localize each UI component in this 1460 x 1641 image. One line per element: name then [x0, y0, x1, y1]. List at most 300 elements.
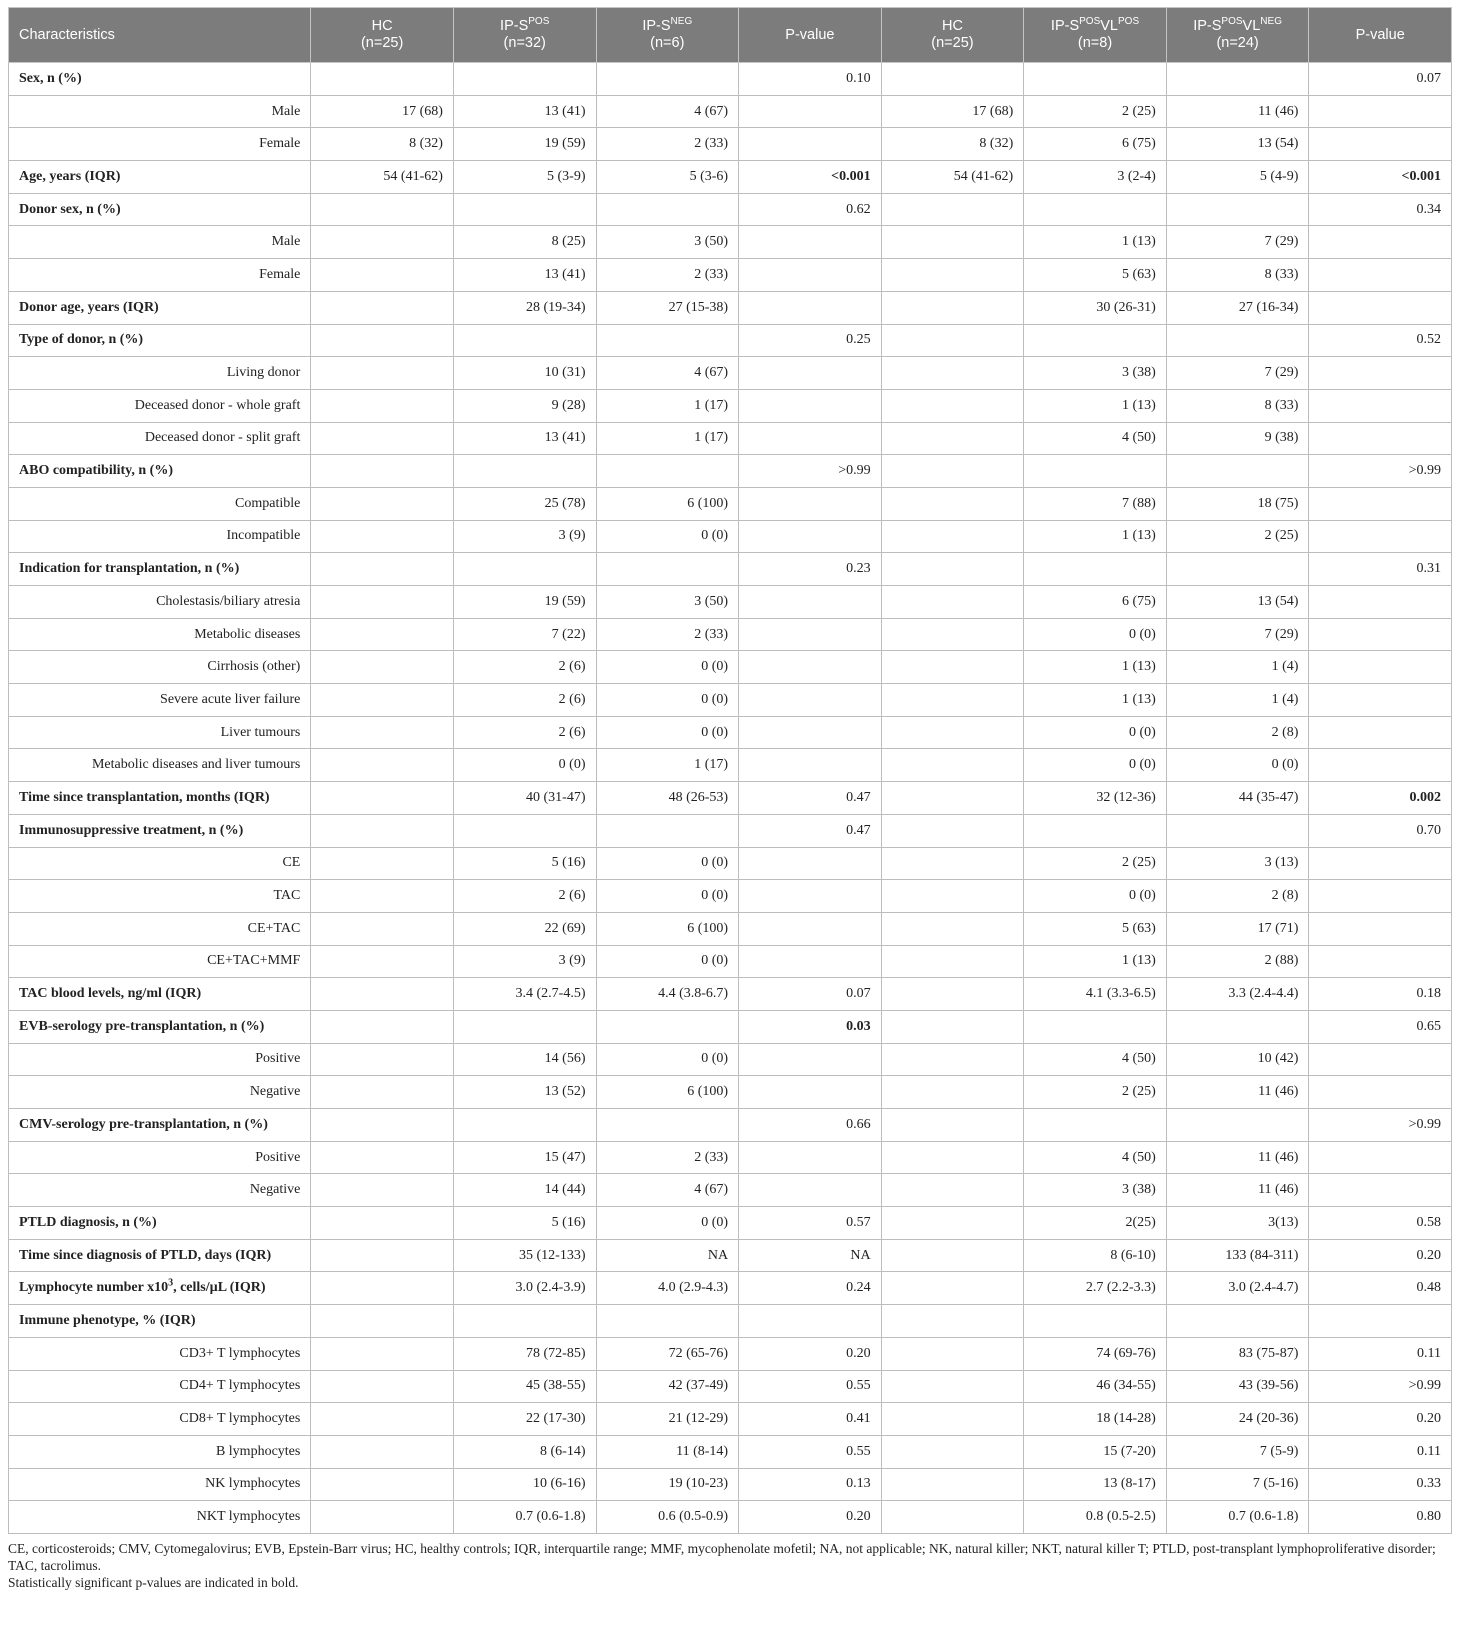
- table-row: [9, 912, 1452, 945]
- cell-vlneg: 1 (4): [1166, 651, 1309, 684]
- row-label-text: Sex, n (%): [19, 70, 82, 86]
- cell-ipsneg: 4.0 (2.9-4.3): [596, 1272, 739, 1305]
- cell-vlneg: 13 (54): [1166, 586, 1309, 619]
- row-label: [9, 1109, 311, 1142]
- cell-ipspos: 25 (78): [453, 487, 596, 520]
- cell-hc2: [881, 880, 1024, 913]
- cell-p2: 0.18: [1309, 978, 1452, 1011]
- table-row: [9, 1370, 1452, 1403]
- cell-ipsneg: 6 (100): [596, 912, 739, 945]
- header-ips-pos-group: IP-S: [500, 18, 529, 34]
- cell-vlneg: 44 (35-47): [1166, 782, 1309, 815]
- cell-ipspos: [453, 1010, 596, 1043]
- row-label-text: PTLD diagnosis, n (%): [19, 1214, 157, 1230]
- cell-hc2: [881, 487, 1024, 520]
- cell-p1: >0.99: [739, 455, 882, 488]
- cell-ipsneg: [596, 1305, 739, 1338]
- row-label-text: CD8+ T lymphocytes: [179, 1411, 301, 1427]
- cell-ipspos: [453, 1305, 596, 1338]
- table-row: [9, 1207, 1452, 1240]
- cell-hc2: [881, 357, 1024, 390]
- cell-hc1: [311, 324, 454, 357]
- cell-p2: [1309, 422, 1452, 455]
- cell-hc2: 54 (41-62): [881, 161, 1024, 194]
- row-label: [9, 651, 311, 684]
- cell-vlpos: 2 (25): [1024, 1076, 1167, 1109]
- cell-hc2: [881, 912, 1024, 945]
- cell-p1: 0.41: [739, 1403, 882, 1436]
- row-label: [9, 553, 311, 586]
- cell-p2: [1309, 95, 1452, 128]
- table-row: [9, 161, 1452, 194]
- cell-hc1: [311, 422, 454, 455]
- row-label: [9, 912, 311, 945]
- cell-p2: [1309, 847, 1452, 880]
- row-label-text: Time since transplantation, months (IQR): [19, 789, 270, 805]
- cell-p1: [739, 1141, 882, 1174]
- table-row: [9, 814, 1452, 847]
- cell-vlpos: 2 (25): [1024, 847, 1167, 880]
- cell-hc2: [881, 651, 1024, 684]
- cell-hc1: [311, 684, 454, 717]
- cell-p1: [739, 684, 882, 717]
- cell-hc2: [881, 1043, 1024, 1076]
- header-hc-1-n: (n=25): [360, 35, 404, 51]
- cell-hc1: [311, 945, 454, 978]
- cell-vlneg: 11 (46): [1166, 95, 1309, 128]
- row-label: [9, 1305, 311, 1338]
- table-row: [9, 357, 1452, 390]
- row-label-text: Liver tumours: [220, 724, 301, 740]
- cell-vlpos: 4 (50): [1024, 422, 1167, 455]
- cell-ipspos: 14 (56): [453, 1043, 596, 1076]
- cell-p1: [739, 128, 882, 161]
- cell-vlneg: 2 (8): [1166, 880, 1309, 913]
- table-row: [9, 1010, 1452, 1043]
- cell-ipspos: 40 (31-47): [453, 782, 596, 815]
- cell-hc1: [311, 1076, 454, 1109]
- cell-vlneg: 3.0 (2.4-4.7): [1166, 1272, 1309, 1305]
- row-label: [9, 1403, 311, 1436]
- cell-hc2: [881, 1141, 1024, 1174]
- cell-p2: [1309, 357, 1452, 390]
- table-row: [9, 782, 1452, 815]
- table-row: [9, 422, 1452, 455]
- row-label: [9, 1435, 311, 1468]
- cell-p1: [739, 847, 882, 880]
- cell-ipspos: 2 (6): [453, 716, 596, 749]
- cell-vlneg: 5 (4-9): [1166, 161, 1309, 194]
- row-label: [9, 782, 311, 815]
- cell-p1: 0.57: [739, 1207, 882, 1240]
- row-label-text: Incompatible: [226, 528, 301, 544]
- cell-vlpos: 30 (26-31): [1024, 291, 1167, 324]
- table-row: [9, 716, 1452, 749]
- cell-ipsneg: 27 (15-38): [596, 291, 739, 324]
- table-row: [9, 1174, 1452, 1207]
- cell-p1: 0.13: [739, 1468, 882, 1501]
- table-row: [9, 520, 1452, 553]
- row-label-text: Female: [259, 266, 301, 282]
- row-label: [9, 1468, 311, 1501]
- row-label-text: ABO compatibility, n (%): [19, 463, 174, 479]
- cell-hc1: [311, 1337, 454, 1370]
- cell-hc2: [881, 389, 1024, 422]
- cell-ipsneg: 0 (0): [596, 880, 739, 913]
- row-label-text: Male: [271, 103, 301, 119]
- cell-vlpos: 0 (0): [1024, 749, 1167, 782]
- cell-hc1: [311, 912, 454, 945]
- cell-p1: [739, 945, 882, 978]
- cell-ipspos: 13 (41): [453, 422, 596, 455]
- row-label-text: Age, years (IQR): [19, 168, 121, 184]
- table-row: [9, 259, 1452, 292]
- cell-ipsneg: [596, 814, 739, 847]
- cell-hc2: [881, 814, 1024, 847]
- row-label-text: EVB-serology pre-transplantation, n (%): [19, 1018, 265, 1034]
- cell-hc1: [311, 749, 454, 782]
- cell-hc1: [311, 847, 454, 880]
- table-container: [8, 7, 1452, 1591]
- cell-hc1: [311, 357, 454, 390]
- cell-hc1: [311, 814, 454, 847]
- cell-ipspos: 3.4 (2.7-4.5): [453, 978, 596, 1011]
- row-label: [9, 324, 311, 357]
- header-ips-neg: [596, 8, 739, 63]
- table-row: [9, 193, 1452, 226]
- cell-ipspos: 2 (6): [453, 880, 596, 913]
- row-label: [9, 455, 311, 488]
- cell-vlpos: 5 (63): [1024, 912, 1167, 945]
- cell-hc2: [881, 618, 1024, 651]
- cell-hc1: [311, 1468, 454, 1501]
- cell-hc2: [881, 1435, 1024, 1468]
- row-label-text: CMV-serology pre-transplantation, n (%): [19, 1116, 268, 1132]
- row-label: [9, 586, 311, 619]
- cell-p2: 0.002: [1309, 782, 1452, 815]
- cell-ipsneg: 0 (0): [596, 684, 739, 717]
- cell-ipspos: 15 (47): [453, 1141, 596, 1174]
- table-row: [9, 324, 1452, 357]
- row-label-text: Female: [259, 136, 301, 152]
- header-ips-neg-sup: NEG: [670, 16, 693, 28]
- header-vl-pos-group-b: VL: [1100, 18, 1118, 34]
- row-label-text: Negative: [249, 1182, 301, 1198]
- cell-vlneg: [1166, 455, 1309, 488]
- cell-vlneg: 18 (75): [1166, 487, 1309, 520]
- row-label-text: Immune phenotype, % (IQR): [19, 1312, 196, 1328]
- cell-p1: 0.25: [739, 324, 882, 357]
- cell-ipspos: 14 (44): [453, 1174, 596, 1207]
- cell-vlneg: 7 (5-9): [1166, 1435, 1309, 1468]
- row-label-text: Indication for transplantation, n (%): [19, 561, 240, 577]
- table-row: [9, 553, 1452, 586]
- cell-vlneg: [1166, 814, 1309, 847]
- cell-vlneg: 7 (29): [1166, 618, 1309, 651]
- cell-p1: 0.62: [739, 193, 882, 226]
- cell-hc1: [311, 1435, 454, 1468]
- row-label: [9, 1207, 311, 1240]
- header-vl-neg-sup-a: POS: [1221, 16, 1243, 28]
- cell-ipsneg: [596, 193, 739, 226]
- row-label: [9, 716, 311, 749]
- cell-hc1: [311, 1272, 454, 1305]
- cell-vlneg: [1166, 324, 1309, 357]
- cell-vlpos: 6 (75): [1024, 128, 1167, 161]
- cell-vlpos: 1 (13): [1024, 684, 1167, 717]
- footnote-abbreviations: CE, corticosteroids; CMV, Cytomegalovirus; EVB, Epstein-Barr virus; HC, healthy controls; IQR, interquartile range; MMF, mycophenolate mofetil; NA, not applicable; NK, natural killer; NKT, natural killer T; PTLD, post-transplant lymphoproliferative disorder; TAC, tacrolimus.: [8, 1540, 1436, 1573]
- cell-vlpos: 4 (50): [1024, 1043, 1167, 1076]
- cell-ipsneg: 0 (0): [596, 651, 739, 684]
- row-label: [9, 1141, 311, 1174]
- row-label: [9, 226, 311, 259]
- row-label: [9, 1337, 311, 1370]
- cell-p2: [1309, 1076, 1452, 1109]
- row-label-text: Metabolic diseases: [194, 626, 301, 642]
- row-label-text: CD3+ T lymphocytes: [179, 1345, 301, 1361]
- cell-vlpos: 4.1 (3.3-6.5): [1024, 978, 1167, 1011]
- row-label-text: Type of donor, n (%): [19, 332, 144, 348]
- row-label: [9, 1370, 311, 1403]
- row-label: [9, 422, 311, 455]
- row-label-text: Compatible: [235, 495, 301, 511]
- cell-ipsneg: NA: [596, 1239, 739, 1272]
- row-label: [9, 945, 311, 978]
- cell-hc1: [311, 1141, 454, 1174]
- cell-vlneg: 2 (25): [1166, 520, 1309, 553]
- table-row: [9, 128, 1452, 161]
- table-row: [9, 1109, 1452, 1142]
- cell-vlneg: 0.7 (0.6-1.8): [1166, 1501, 1309, 1534]
- cell-vlneg: 2 (88): [1166, 945, 1309, 978]
- cell-vlneg: 2 (8): [1166, 716, 1309, 749]
- cell-p1: [739, 1043, 882, 1076]
- cell-ipsneg: 6 (100): [596, 1076, 739, 1109]
- cell-vlpos: [1024, 193, 1167, 226]
- table-row: [9, 226, 1452, 259]
- cell-p2: [1309, 128, 1452, 161]
- cell-hc1: [311, 193, 454, 226]
- cell-ipspos: 78 (72-85): [453, 1337, 596, 1370]
- cell-ipspos: 28 (19-34): [453, 291, 596, 324]
- cell-p1: [739, 291, 882, 324]
- cell-hc2: [881, 455, 1024, 488]
- row-label: [9, 95, 311, 128]
- cell-hc2: [881, 324, 1024, 357]
- cell-ipspos: [453, 814, 596, 847]
- cell-ipsneg: 3 (50): [596, 586, 739, 619]
- header-vl-pos-sup-a: POS: [1079, 16, 1101, 28]
- header-hc-1-group: HC: [371, 18, 393, 34]
- cell-vlpos: 15 (7-20): [1024, 1435, 1167, 1468]
- header-vl-neg-sup-b: NEG: [1260, 16, 1282, 28]
- cell-ipsneg: 42 (37-49): [596, 1370, 739, 1403]
- row-label-text: Deceased donor - split graft: [144, 430, 301, 446]
- cell-p2: 0.07: [1309, 63, 1452, 96]
- cell-ipsneg: 0 (0): [596, 1207, 739, 1240]
- row-label: [9, 193, 311, 226]
- cell-ipsneg: 2 (33): [596, 1141, 739, 1174]
- cell-ipsneg: 0 (0): [596, 716, 739, 749]
- row-label-sup: 3: [168, 1277, 174, 1289]
- cell-p2: 0.34: [1309, 193, 1452, 226]
- row-label-text: TAC blood levels, ng/ml (IQR): [19, 986, 202, 1002]
- cell-hc1: [311, 520, 454, 553]
- cell-vlpos: [1024, 1010, 1167, 1043]
- row-label: [9, 1174, 311, 1207]
- cell-hc1: [311, 880, 454, 913]
- row-label: [9, 520, 311, 553]
- cell-hc2: [881, 1010, 1024, 1043]
- header-hc-2: [881, 8, 1024, 63]
- cell-ipspos: [453, 455, 596, 488]
- cell-p1: [739, 912, 882, 945]
- cell-vlneg: 11 (46): [1166, 1174, 1309, 1207]
- cell-p2: [1309, 1043, 1452, 1076]
- cell-hc2: [881, 63, 1024, 96]
- row-label-text: Donor age, years (IQR): [19, 299, 159, 315]
- row-label: [9, 1239, 311, 1272]
- row-label: [9, 63, 311, 96]
- cell-hc2: [881, 1174, 1024, 1207]
- cell-p2: [1309, 226, 1452, 259]
- cell-hc2: [881, 1501, 1024, 1534]
- row-label-text: Donor sex, n (%): [19, 201, 121, 217]
- cell-p2: >0.99: [1309, 1370, 1452, 1403]
- table-row: [9, 945, 1452, 978]
- row-label: [9, 1010, 311, 1043]
- cell-p2: 0.11: [1309, 1435, 1452, 1468]
- row-label-text: Positive: [255, 1149, 301, 1165]
- cell-hc2: [881, 586, 1024, 619]
- table-row: [9, 1403, 1452, 1436]
- cell-ipsneg: 4 (67): [596, 357, 739, 390]
- cell-hc2: 17 (68): [881, 95, 1024, 128]
- cell-vlpos: 0 (0): [1024, 716, 1167, 749]
- cell-p1: [739, 389, 882, 422]
- cell-ipsneg: 72 (65-76): [596, 1337, 739, 1370]
- cell-vlneg: 43 (39-56): [1166, 1370, 1309, 1403]
- cell-hc1: [311, 226, 454, 259]
- cell-p1: [739, 749, 882, 782]
- cell-p1: [739, 1076, 882, 1109]
- cell-ipsneg: 3 (50): [596, 226, 739, 259]
- row-label-text: CE: [282, 855, 301, 871]
- cell-hc1: [311, 1174, 454, 1207]
- cell-ipsneg: [596, 553, 739, 586]
- cell-p1: [739, 259, 882, 292]
- cell-p1: 0.10: [739, 63, 882, 96]
- cell-vlpos: [1024, 553, 1167, 586]
- cell-p2: 0.58: [1309, 1207, 1452, 1240]
- cell-ipsneg: 0 (0): [596, 520, 739, 553]
- table-row: [9, 95, 1452, 128]
- cell-vlpos: [1024, 1305, 1167, 1338]
- header-characteristics: Characteristics: [9, 8, 311, 63]
- cell-vlneg: 8 (33): [1166, 389, 1309, 422]
- cell-vlpos: [1024, 455, 1167, 488]
- cell-ipsneg: 6 (100): [596, 487, 739, 520]
- cell-ipspos: 2 (6): [453, 651, 596, 684]
- header-hc-2-group: HC: [941, 18, 963, 34]
- cell-ipsneg: 19 (10-23): [596, 1468, 739, 1501]
- cell-vlpos: 32 (12-36): [1024, 782, 1167, 815]
- cell-vlneg: [1166, 1010, 1309, 1043]
- cell-vlpos: 0 (0): [1024, 618, 1167, 651]
- cell-vlpos: 74 (69-76): [1024, 1337, 1167, 1370]
- cell-p2: 0.70: [1309, 814, 1452, 847]
- header-vl-neg-group-a: IP-S: [1193, 18, 1222, 34]
- row-label-text: B lymphocytes: [215, 1443, 301, 1459]
- cell-hc1: [311, 1239, 454, 1272]
- header-pvalue-1: P-value: [739, 8, 882, 63]
- cell-ipsneg: [596, 455, 739, 488]
- cell-vlneg: 7 (29): [1166, 226, 1309, 259]
- characteristics-table: [8, 7, 1452, 1534]
- cell-ipsneg: 2 (33): [596, 128, 739, 161]
- table-row: [9, 1468, 1452, 1501]
- footnote-significance: Statistically significant p-values are indicated in bold.: [8, 1574, 299, 1590]
- cell-ipspos: 5 (16): [453, 1207, 596, 1240]
- row-label: [9, 1076, 311, 1109]
- cell-p1: [739, 716, 882, 749]
- cell-hc1: [311, 716, 454, 749]
- row-label: [9, 259, 311, 292]
- cell-hc1: [311, 389, 454, 422]
- cell-p1: 0.47: [739, 814, 882, 847]
- row-label-text: Metabolic diseases and liver tumours: [91, 757, 301, 773]
- row-label-text: CD4+ T lymphocytes: [179, 1378, 301, 1394]
- cell-ipsneg: 0 (0): [596, 1043, 739, 1076]
- cell-hc2: [881, 1109, 1024, 1142]
- table-row: [9, 455, 1452, 488]
- cell-ipsneg: 21 (12-29): [596, 1403, 739, 1436]
- cell-ipspos: 13 (41): [453, 259, 596, 292]
- header-ips-neg-group: IP-S: [642, 18, 671, 34]
- row-label: [9, 291, 311, 324]
- cell-hc2: [881, 1305, 1024, 1338]
- cell-p2: <0.001: [1309, 161, 1452, 194]
- cell-ipsneg: [596, 324, 739, 357]
- cell-vlpos: [1024, 814, 1167, 847]
- cell-ipspos: 35 (12-133): [453, 1239, 596, 1272]
- cell-vlneg: 10 (42): [1166, 1043, 1309, 1076]
- header-ips-neg-n: (n=6): [650, 35, 685, 51]
- cell-p2: 0.65: [1309, 1010, 1452, 1043]
- cell-p2: >0.99: [1309, 1109, 1452, 1142]
- cell-hc2: [881, 749, 1024, 782]
- cell-vlpos: 3 (38): [1024, 1174, 1167, 1207]
- cell-p2: 0.33: [1309, 1468, 1452, 1501]
- cell-vlpos: 7 (88): [1024, 487, 1167, 520]
- cell-ipsneg: 11 (8-14): [596, 1435, 739, 1468]
- cell-p1: [739, 487, 882, 520]
- cell-hc1: [311, 1305, 454, 1338]
- cell-vlneg: 83 (75-87): [1166, 1337, 1309, 1370]
- cell-ipspos: 3 (9): [453, 520, 596, 553]
- cell-vlpos: 1 (13): [1024, 945, 1167, 978]
- header-hc-2-n: (n=25): [931, 35, 974, 51]
- table-row: [9, 487, 1452, 520]
- table-row: [9, 1305, 1452, 1338]
- row-label: [9, 618, 311, 651]
- cell-hc2: [881, 978, 1024, 1011]
- cell-p2: 0.80: [1309, 1501, 1452, 1534]
- cell-p1: 0.55: [739, 1435, 882, 1468]
- cell-vlpos: 3 (38): [1024, 357, 1167, 390]
- cell-vlneg: [1166, 1109, 1309, 1142]
- cell-vlneg: 7 (29): [1166, 357, 1309, 390]
